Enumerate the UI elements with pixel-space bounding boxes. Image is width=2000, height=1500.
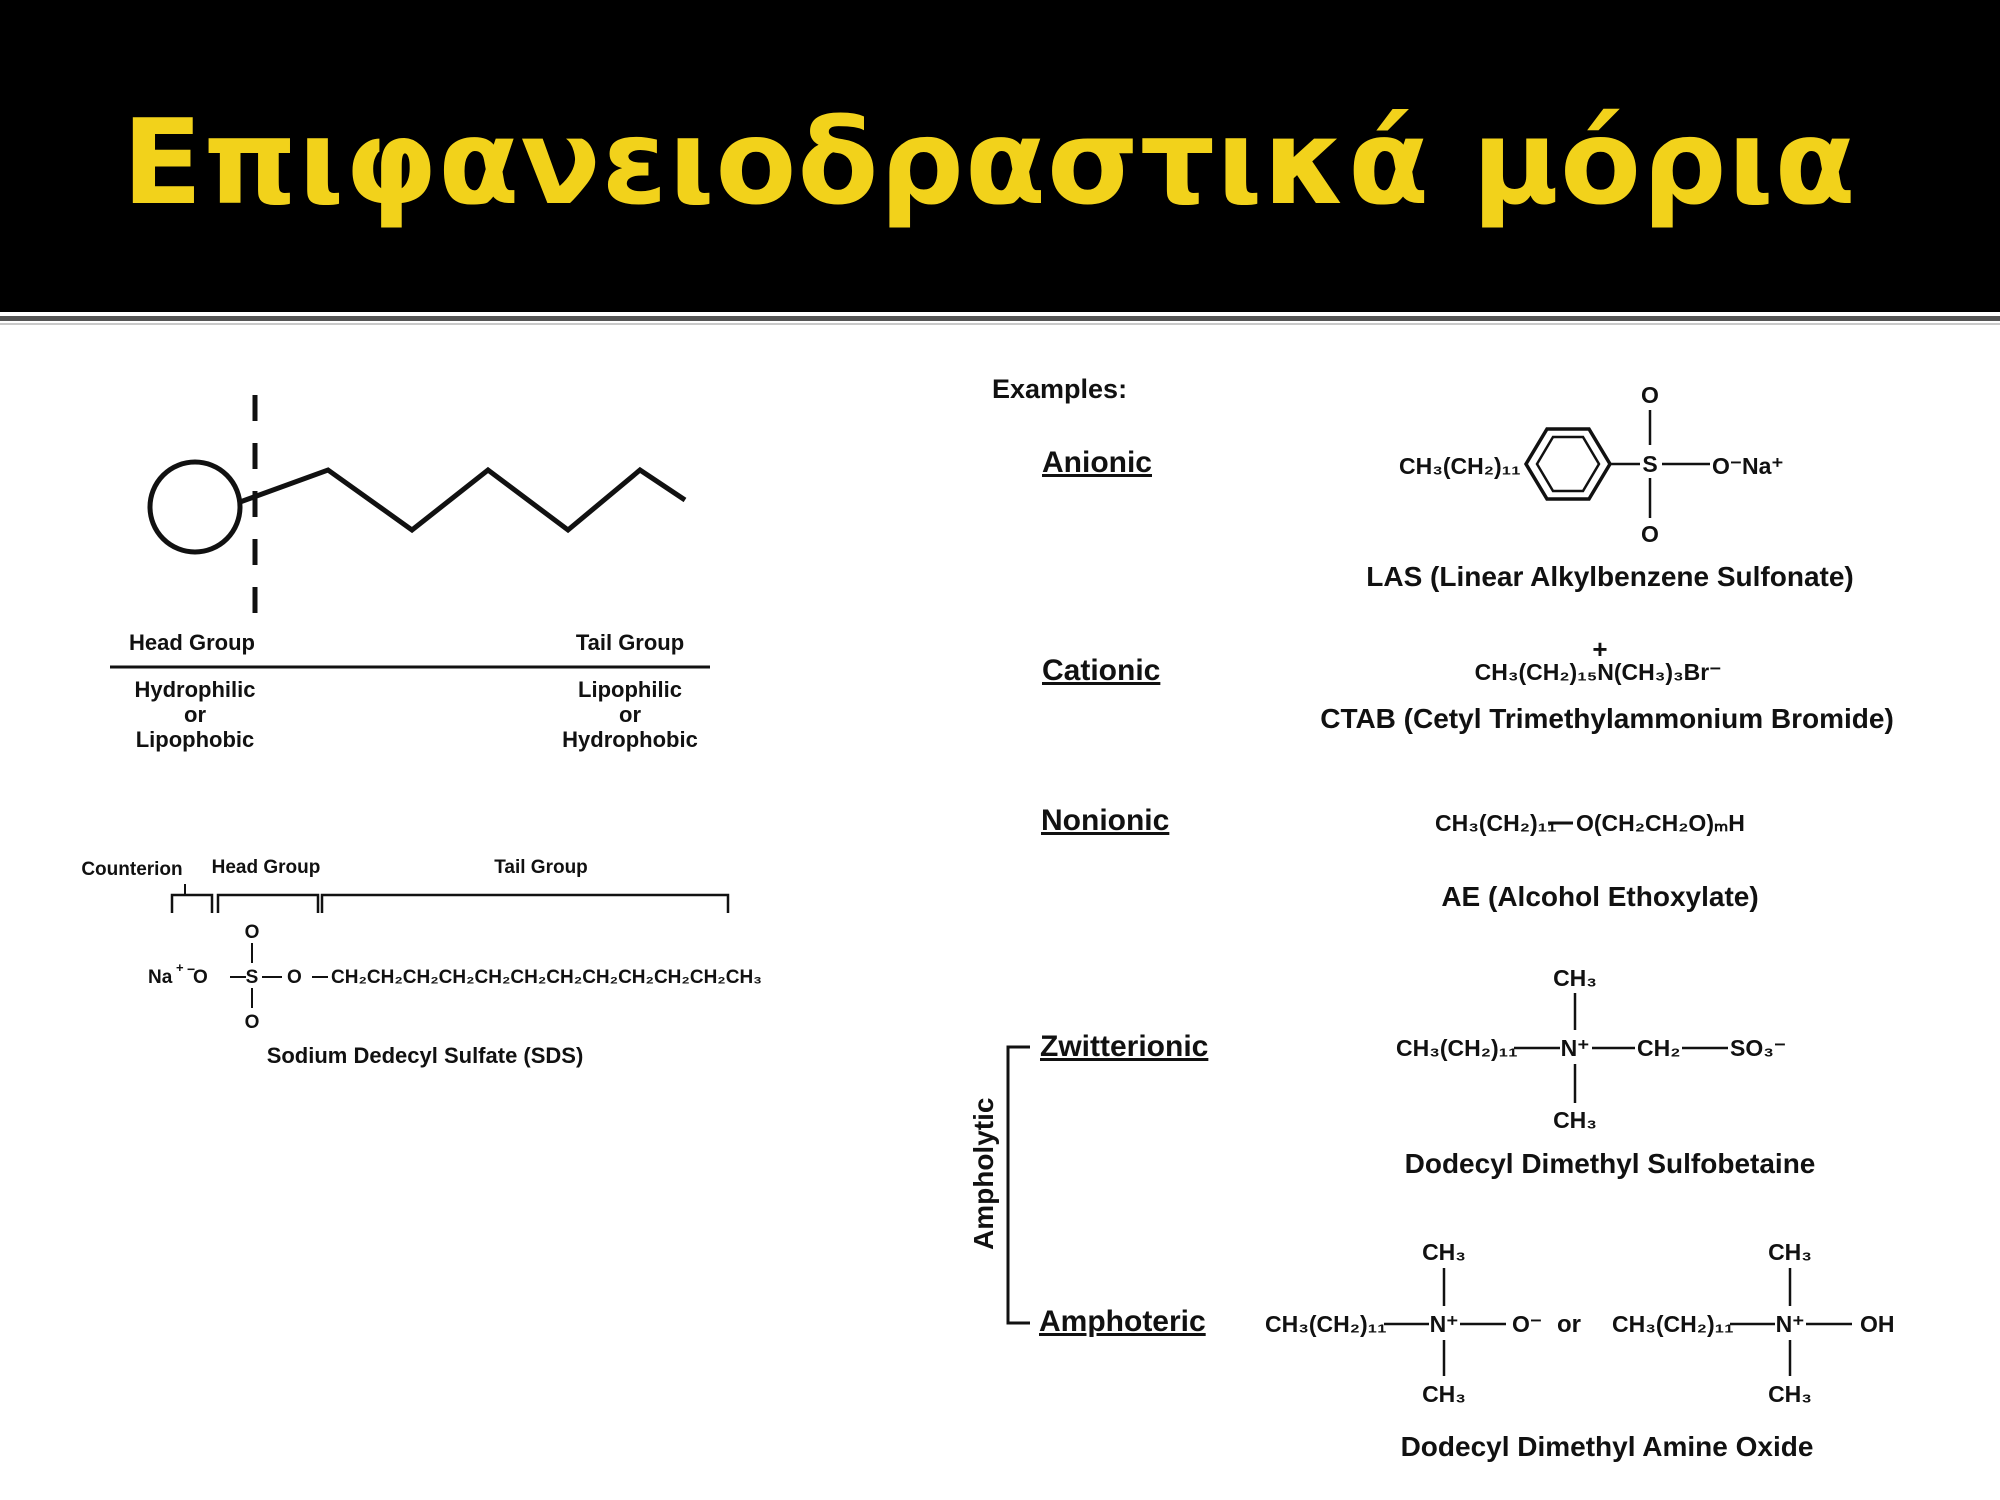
category-zwitterionic: Zwitterionic [1040, 1030, 1209, 1063]
zw-ch2: CH₂ [1637, 1035, 1681, 1061]
las-caption: LAS (Linear Alkylbenzene Sulfonate) [1366, 561, 1854, 592]
sds-o-minus: O [193, 967, 208, 988]
amph2-n: N⁺ [1775, 1311, 1805, 1337]
head-group-circle [150, 462, 240, 552]
amph2-top-methyl: CH₃ [1768, 1239, 1812, 1265]
benzene-inner-ring [1537, 437, 1599, 491]
amph2-left: CH₃(CH₂)₁₁ [1612, 1311, 1734, 1337]
benzene-ring-icon [1526, 429, 1610, 499]
zw-caption: Dodecyl Dimethyl Sulfobetaine [1404, 1148, 1816, 1179]
las-o-bottom: O [1641, 521, 1659, 547]
ctab-caption: CTAB (Cetyl Trimethylammonium Bromide) [1320, 703, 1894, 734]
ae-right: O(CH₂CH₂O)ₘH [1576, 810, 1745, 836]
amph-ominus: O⁻ [1512, 1311, 1543, 1337]
las-o-top: O [1641, 382, 1659, 408]
ctab-positive-charge: + [1592, 634, 1608, 664]
sds-chain: CH₂CH₂CH₂CH₂CH₂CH₂CH₂CH₂CH₂CH₂CH₂CH₃ [331, 967, 762, 988]
sds-structure [81, 857, 762, 1068]
amphoteric-example [1039, 1239, 1895, 1462]
sds-caption: Sodium Dedecyl Sulfate (SDS) [266, 1043, 584, 1068]
sds-head-group-label: Head Group [211, 857, 321, 878]
header-divider [0, 316, 2000, 321]
nonionic-example [1041, 804, 1759, 912]
category-cationic: Cationic [1042, 654, 1161, 687]
sds-na: Na [148, 967, 173, 988]
tail-group-bracket [322, 895, 728, 913]
slide-title: Επιφανειοδραστικά μόρια [122, 93, 1857, 231]
sds-o-bridge: O [287, 967, 302, 988]
ae-caption: AE (Alcohol Ethoxylate) [1441, 881, 1759, 912]
zw-so3: SO₃⁻ [1730, 1035, 1787, 1061]
sds-s: S [245, 967, 259, 988]
zw-left: CH₃(CH₂)₁₁ [1396, 1035, 1518, 1061]
ctab-formula: CH₃(CH₂)₁₅N(CH₃)₃Br⁻ [1474, 659, 1722, 685]
amph-caption: Dodecyl Dimethyl Amine Oxide [1400, 1431, 1814, 1462]
head-prop-1: Hydrophilic [134, 677, 256, 702]
sds-counterion-label: Counterion [81, 859, 183, 880]
zw-bottom-methyl: CH₃ [1553, 1107, 1597, 1133]
counterion-bracket [172, 895, 212, 913]
las-ona: O⁻Na⁺ [1712, 453, 1784, 479]
sds-tail-group-label: Tail Group [494, 857, 588, 878]
ampholytic-bracket [1008, 1047, 1030, 1323]
category-anionic: Anionic [1042, 446, 1152, 479]
zw-top-methyl: CH₃ [1553, 965, 1597, 991]
category-amphoteric: Amphoteric [1039, 1305, 1206, 1338]
ampholytic-label: Ampholytic [968, 1097, 999, 1250]
las-s: S [1642, 451, 1658, 477]
sds-o-bottom: O [244, 1012, 260, 1033]
head-group-label: Head Group [129, 630, 255, 655]
head-group-bracket [218, 895, 318, 913]
tail-prop-1: Lipophilic [578, 677, 682, 702]
cationic-example [1042, 634, 1894, 734]
sds-o-charge: − [187, 961, 196, 977]
amph-left: CH₃(CH₂)₁₁ [1265, 1311, 1387, 1337]
generic-surfactant [110, 395, 710, 752]
sds-na-charge: + [176, 960, 184, 975]
sds-o-top: O [244, 922, 260, 943]
zwitterionic-example [1040, 965, 1815, 1179]
tail-prop-2: or [619, 702, 641, 727]
amph-top-methyl: CH₃ [1422, 1239, 1466, 1265]
head-prop-2: or [184, 702, 206, 727]
ampholytic-group [968, 1047, 1030, 1323]
tail-prop-3: Hydrophobic [562, 727, 698, 752]
surfactant-diagram [0, 330, 2000, 1500]
anionic-example [1042, 382, 1854, 592]
amph2-oh: OH [1860, 1311, 1895, 1337]
las-alkyl: CH₃(CH₂)₁₁ [1399, 453, 1521, 479]
ae-left: CH₃(CH₂)₁₁ [1435, 810, 1557, 836]
amph2-bottom-methyl: CH₃ [1768, 1381, 1812, 1407]
header-divider-light [0, 323, 2000, 325]
category-nonionic: Nonionic [1041, 804, 1170, 837]
zw-n: N⁺ [1560, 1035, 1590, 1061]
amph-or: or [1557, 1311, 1581, 1338]
amph-bottom-methyl: CH₃ [1422, 1381, 1466, 1407]
head-prop-3: Lipophobic [135, 727, 255, 752]
tail-chain [240, 470, 685, 530]
examples-label: Examples: [992, 374, 1128, 404]
amph-n: N⁺ [1429, 1311, 1459, 1337]
tail-group-label: Tail Group [575, 630, 685, 655]
